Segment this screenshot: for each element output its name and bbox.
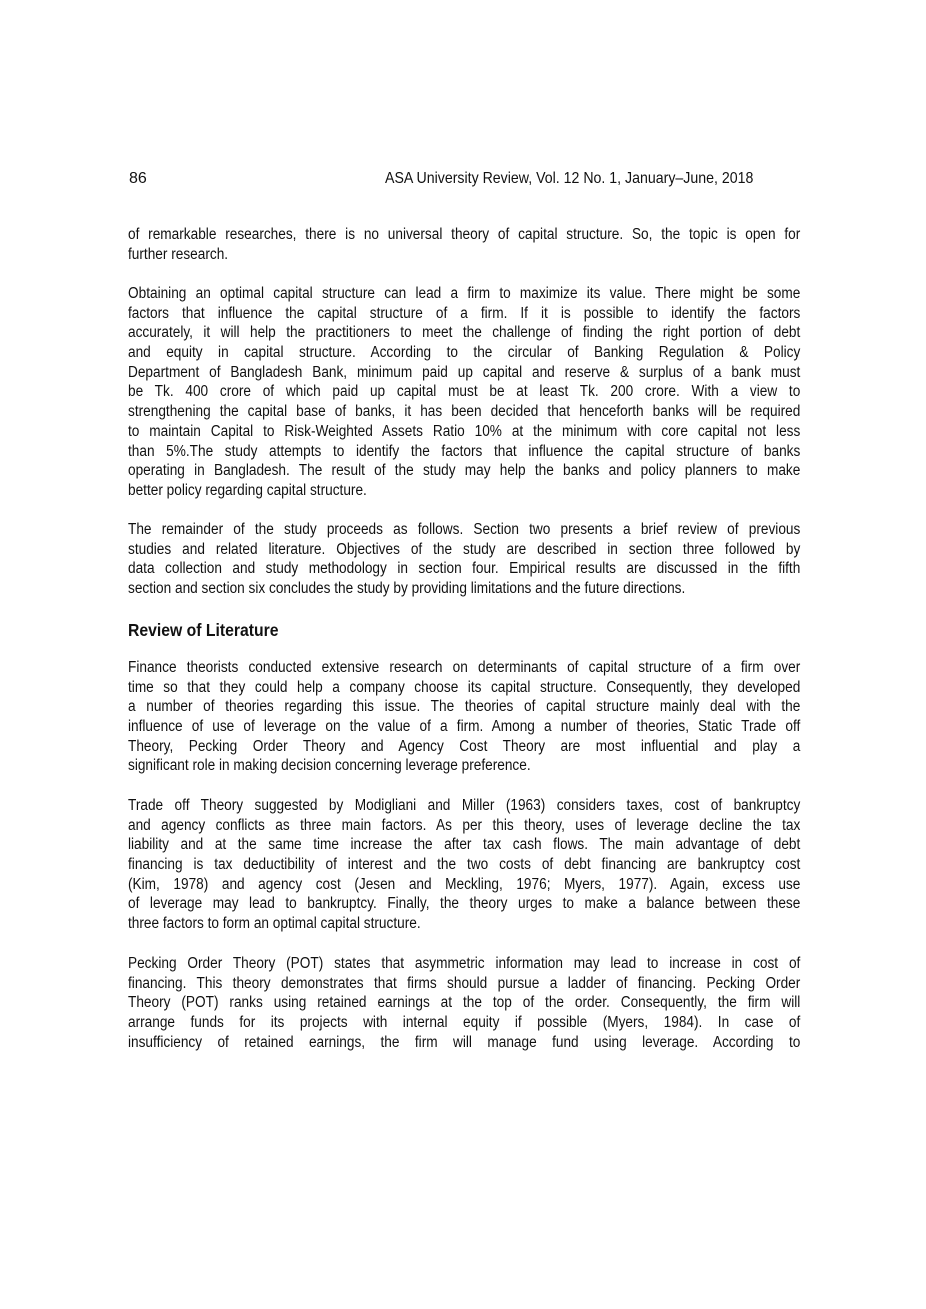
- text-line: studies and related literature. Objectives of the study are described in section three followed by: [128, 540, 801, 558]
- text-line: three factors to form an optimal capital structure.: [128, 915, 421, 933]
- paragraph: [128, 284, 800, 501]
- text-line: significant role in making decision concerning leverage preference.: [128, 757, 531, 775]
- text-line: factors that influence the capital structure of a firm. If it is possible to identify the factors: [128, 304, 801, 322]
- text-line: liability and at the same time increase the after tax cash flows. The main advantage of debt: [128, 836, 801, 854]
- text-line: The remainder of the study proceeds as follows. Section two presents a brief review of previous: [128, 521, 801, 538]
- text-line: accurately, it will help the practitioners to meet the challenge of finding the right portion of debt: [128, 324, 801, 342]
- text-line: better policy regarding capital structure.: [128, 481, 367, 499]
- paragraph: [128, 225, 800, 264]
- text-line: section and section six concludes the study by providing limitations and the future directions.: [128, 580, 686, 598]
- text-line: Finance theorists conducted extensive research on determinants of capital structure of a firm over: [128, 659, 801, 676]
- text-line: Theory (POT) ranks using retained earnings at the top of the order. Consequently, the firm will: [128, 994, 801, 1012]
- text-line: influence of use of leverage on the value of a firm. Among a number of theories, Static Trade off: [128, 718, 801, 736]
- text-line: of leverage may lead to bankruptcy. Finally, the theory urges to make a balance between these: [128, 895, 801, 913]
- text-line: time so that they could help a company choose its capital structure. Consequently, they developed: [128, 678, 801, 696]
- section-heading: Review of Literature: [128, 620, 279, 640]
- text-line: and agency conflicts as three main factors. As per this theory, uses of leverage decline the tax: [128, 816, 801, 834]
- text-line: data collection and study methodology in section four. Empirical results are discussed in the fifth: [128, 560, 801, 578]
- text-line: financing is tax deductibility of interest and the two costs of debt financing are bankruptcy cost: [128, 856, 801, 874]
- page-number: 86: [129, 170, 147, 187]
- text-line: and equity in capital structure. According to the circular of Banking Regulation & Policy: [128, 344, 801, 362]
- text-line: Department of Bangladesh Bank, minimum paid up capital and reserve & surplus of a bank must: [128, 363, 801, 381]
- text-line: of remarkable researches, there is no universal theory of capital structure. So, the topic is open for: [128, 226, 801, 243]
- paragraph: [128, 954, 800, 1052]
- text-line: operating in Bangladesh. The result of the study may help the banks and policy planners to make: [128, 462, 801, 480]
- text-line: a number of theories regarding this issue. The theories of capital structure mainly deal with the: [128, 698, 801, 716]
- text-line: than 5%.The study attempts to identify the factors that influence the capital structure of banks: [128, 442, 801, 460]
- paragraph: [128, 520, 800, 599]
- text-line: financing. This theory demonstrates that firms should pursue a ladder of financing. Pecking Order: [128, 974, 801, 992]
- text-line: further research.: [128, 245, 229, 263]
- text-line: arrange funds for its projects with internal equity if possible (Myers, 1984). In case of: [128, 1014, 801, 1032]
- paragraph: [128, 658, 800, 776]
- text-line: be Tk. 400 crore of which paid up capital must be at least Tk. 200 crore. With a view to: [128, 383, 801, 401]
- text-line: to maintain Capital to Risk-Weighted Assets Ratio 10% at the minimum with core capital not less: [128, 422, 801, 440]
- text-line: (Kim, 1978) and agency cost (Jesen and Meckling, 1976; Myers, 1977). Again, excess use: [128, 875, 801, 893]
- text-line: Theory, Pecking Order Theory and Agency Cost Theory are most influential and play a: [128, 737, 801, 755]
- text-line: strengthening the capital base of banks, it has been decided that henceforth banks will be required: [128, 403, 801, 421]
- text-line: Trade off Theory suggested by Modigliani and Miller (1963) considers taxes, cost of bankruptcy: [128, 797, 801, 814]
- paragraph: [128, 796, 800, 934]
- text-line: Obtaining an optimal capital structure can lead a firm to maximize its value. There might be some: [128, 285, 801, 302]
- text-line: Pecking Order Theory (POT) states that asymmetric information may lead to increase in cost of: [128, 955, 801, 972]
- running-header: ASA University Review, Vol. 12 No. 1, January–June, 2018: [385, 170, 754, 187]
- text-line: insufficiency of retained earnings, the firm will manage fund using leverage. According to: [128, 1033, 801, 1051]
